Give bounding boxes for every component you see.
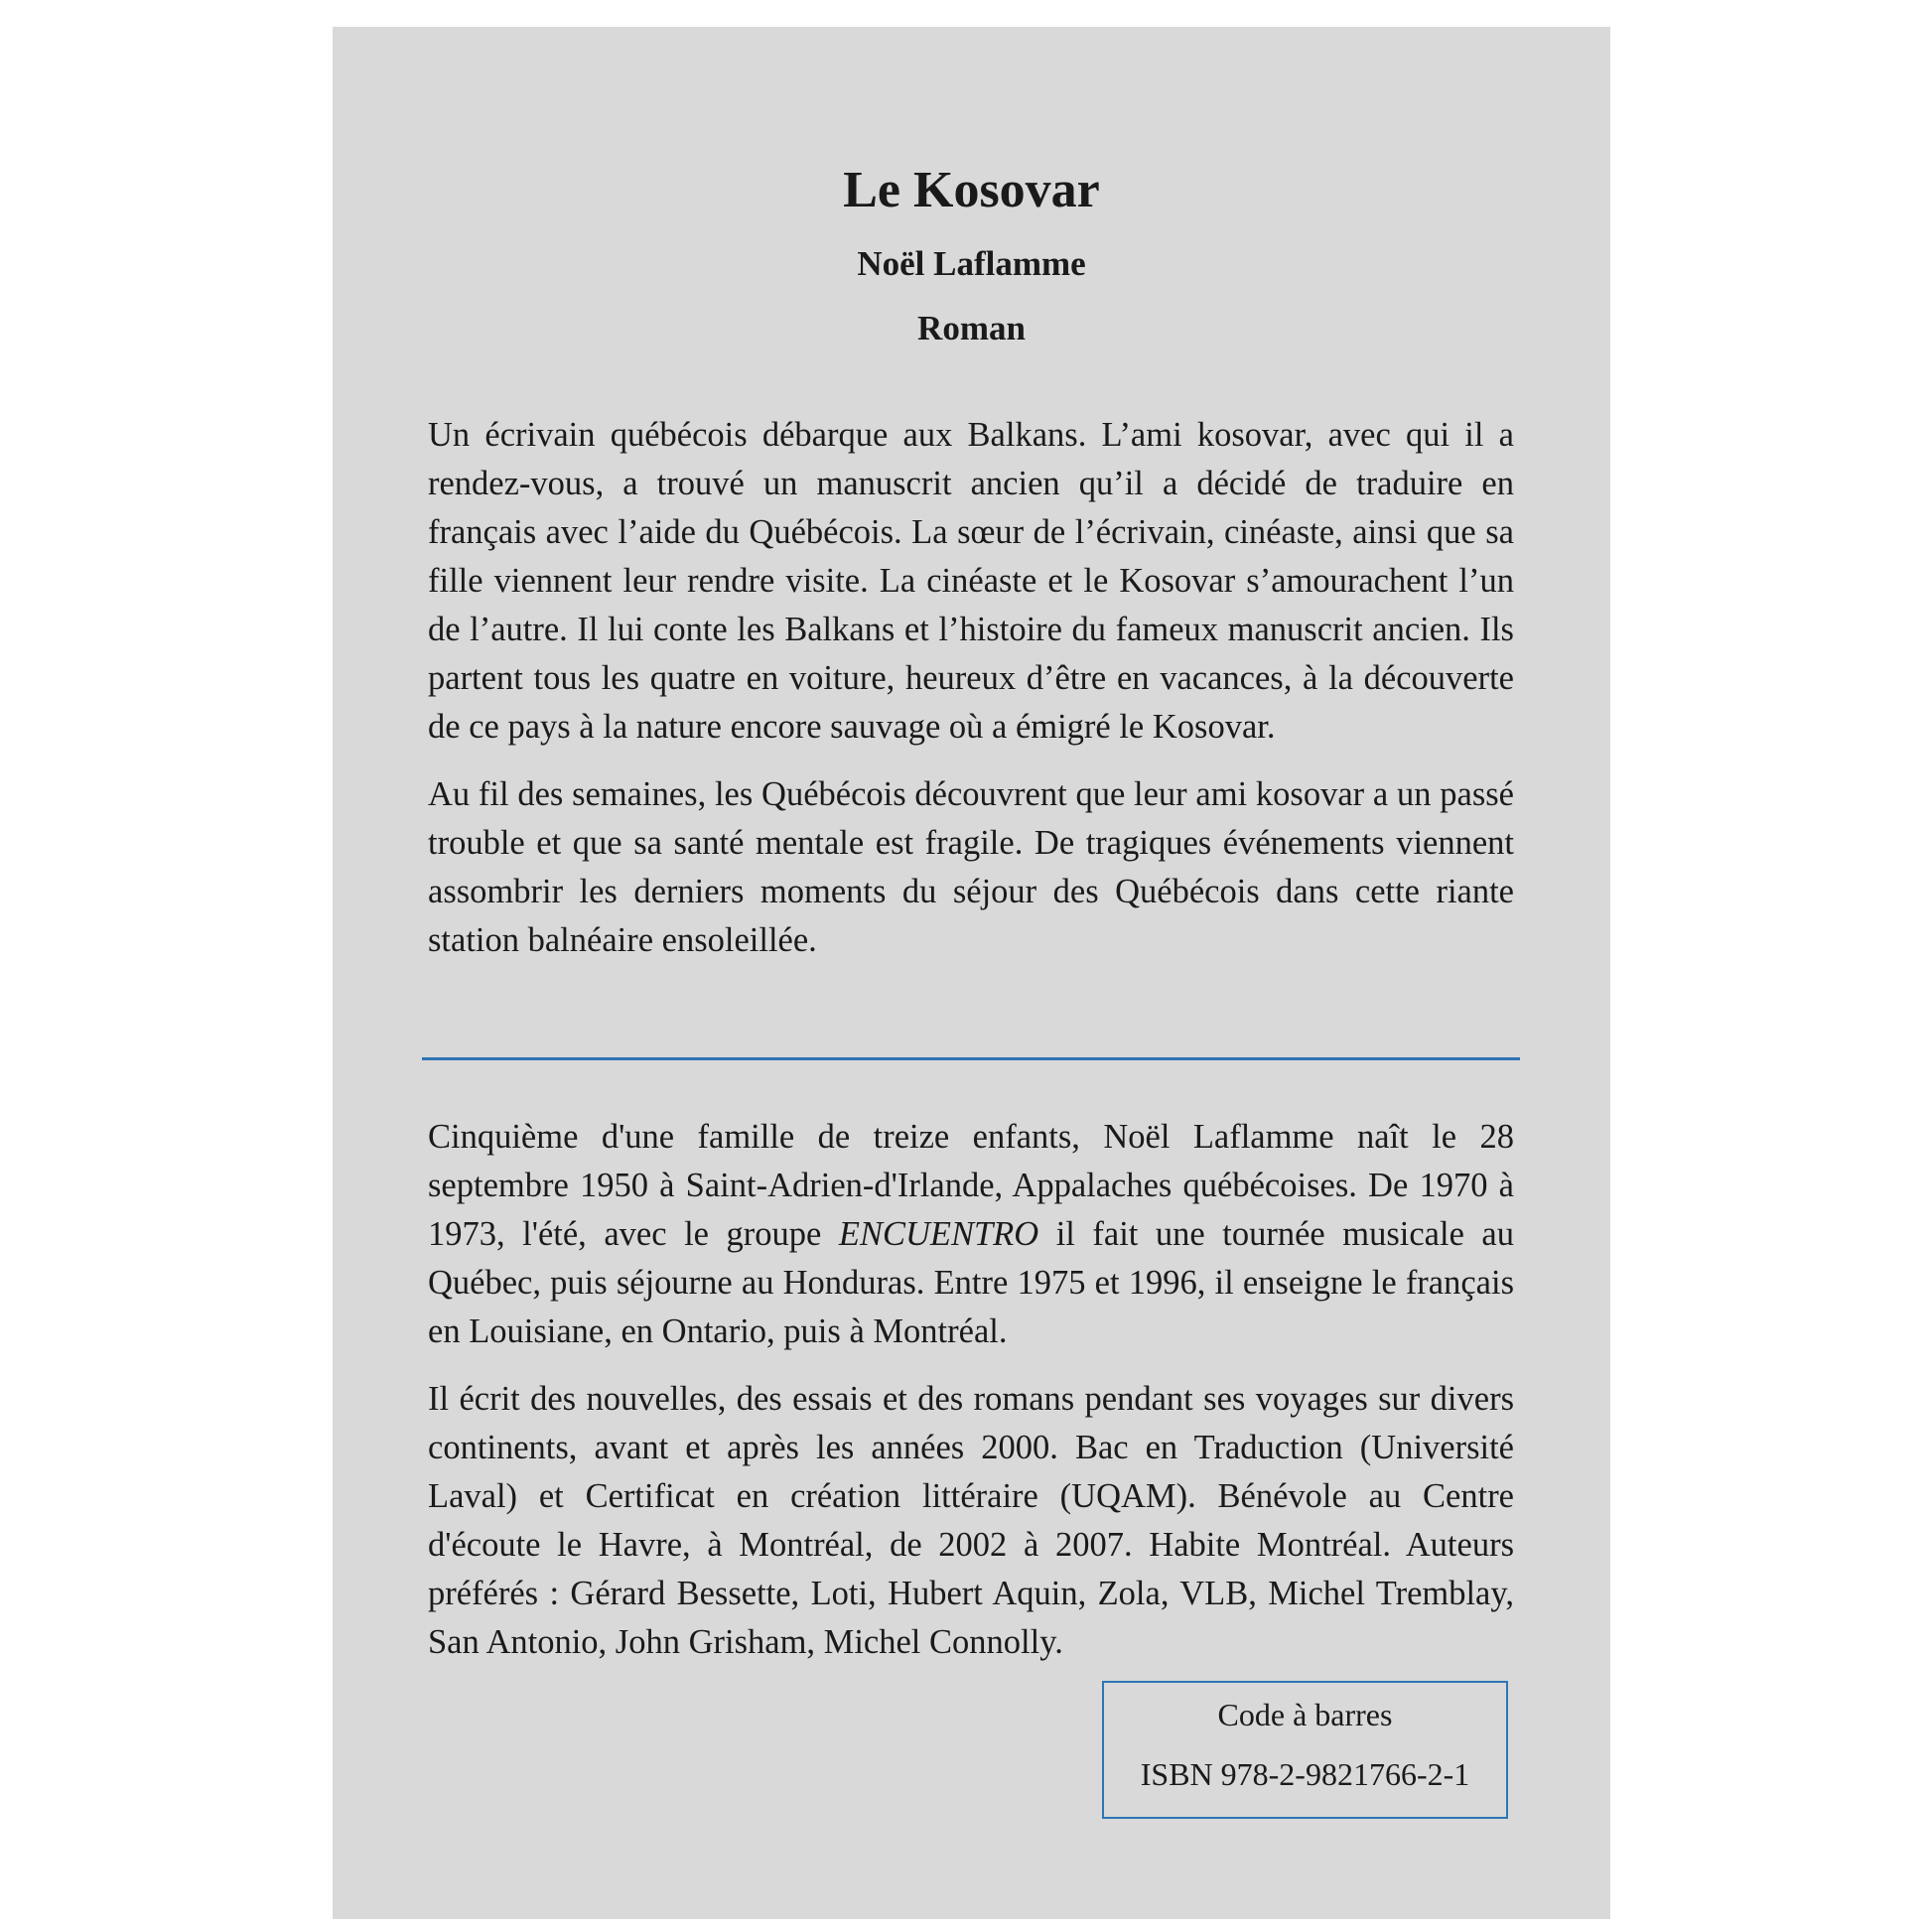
bio-text: il fait une tournée musicale au Québec, puis séjourne au Honduras. Entre 1975 et 1996, il enseigne le français en Louisiane, en Ontario, puis à Montréal. bbox=[428, 1215, 1514, 1350]
section-divider bbox=[422, 1057, 1520, 1060]
back-cover bbox=[333, 27, 1610, 1919]
barcode-box bbox=[1102, 1681, 1508, 1819]
barcode-label: Code à barres bbox=[1217, 1697, 1393, 1732]
bio-paragraph: Il écrit des nouvelles, des essais et des romans pendant ses voyages sur divers continents, avant et après les années 2000. Bac en Traduction (Université Laval) et Certificat en création littéraire (UQAM). Bénévole au Centre d'écoute le Havre, à Montréal, de 2002 à 2007. Habite Montréal. Auteurs préférés : Gérard Bessette, Loti, Hubert Aquin, Zola, VLB, Michel Tremblay, San Antonio, John Grisham, Michel Connolly. bbox=[428, 1380, 1514, 1661]
band-name: ENCUENTRO bbox=[838, 1215, 1039, 1253]
summary-paragraph: Au fil des semaines, les Québécois découvrent que leur ami kosovar a un passé trouble et que sa santé mentale est fragile. De tragiques événements viennent assombrir les derniers moments du séjour des Québécois dans cette riante station balnéaire ensoleillée. bbox=[428, 775, 1514, 959]
bio-text: Cinquième d'une famille de treize enfants, Noël Laflamme naît le 28 septembre 1950 à Saint-Adrien-d'Irlande, Appalaches québécoises. De 1970 à 1973, l'été, avec le groupe bbox=[428, 1118, 1514, 1253]
isbn-number: ISBN 978-2-9821766-2-1 bbox=[1140, 1756, 1470, 1792]
summary-paragraph: Un écrivain québécois débarque aux Balkans. L’ami kosovar, avec qui il a rendez-vous, a trouvé un manuscrit ancien qu’il a décidé de traduire en français avec l’aide du Québécois. La sœur de l’écrivain, cinéaste, ainsi que sa fille viennent leur rendre visite. La cinéaste et le Kosovar s’amourachent l’un de l’autre. Il lui conte les Balkans et l’histoire du fameux manuscrit ancien. Ils partent tous les quatre en voiture, heureux d’être en vacances, à la découverte de ce pays à la nature encore sauvage où a émigré le Kosovar. bbox=[428, 416, 1514, 746]
book-genre: Roman bbox=[917, 309, 1026, 347]
bio-paragraph bbox=[428, 1113, 1514, 1356]
author-bio bbox=[428, 1113, 1514, 1686]
book-title: Le Kosovar bbox=[843, 162, 1100, 218]
book-summary bbox=[428, 411, 1514, 984]
book-author: Noël Laflamme bbox=[857, 244, 1086, 283]
